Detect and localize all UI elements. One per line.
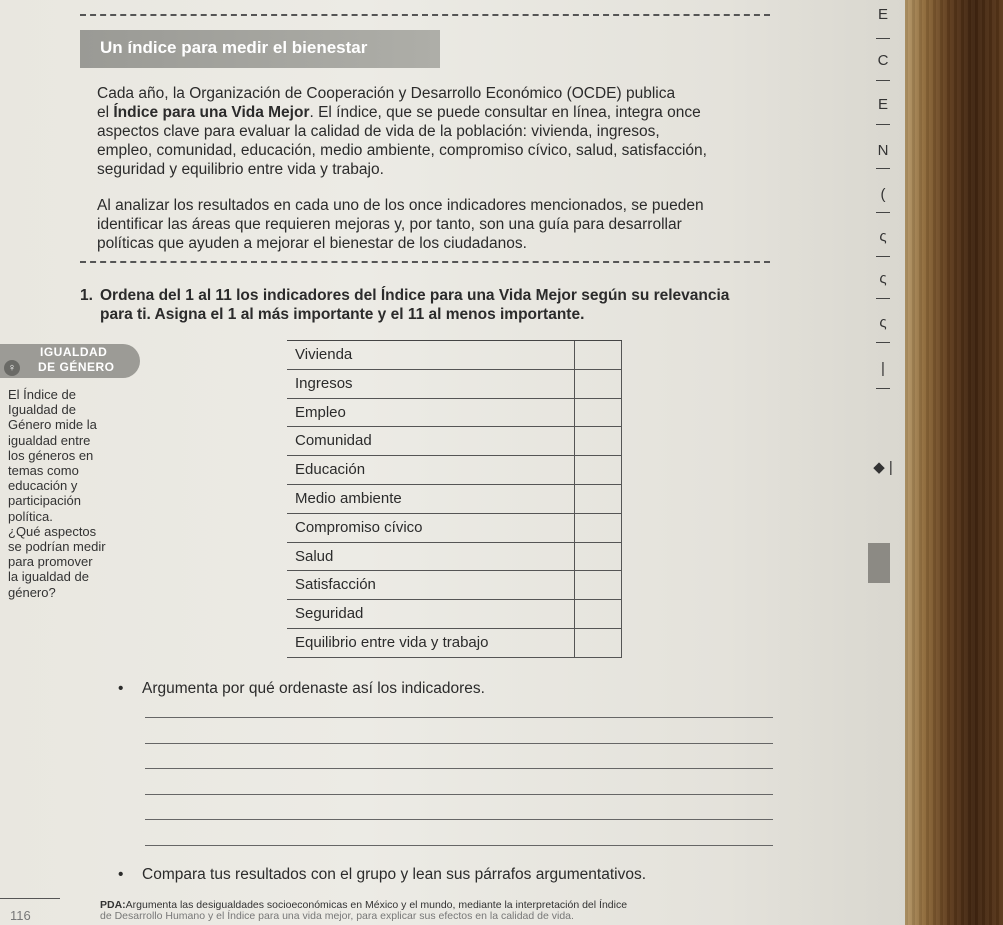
margin-letter: E (877, 96, 888, 113)
intro-line: aspectos clave para evaluar la calidad de vida de la población: vivienda, ingresos, (97, 123, 660, 140)
sidebar-line: Igualdad de (8, 402, 76, 418)
analysis-line: identificar las áreas que requieren mejoras y, por tanto, son una guía para desarrollar (97, 216, 682, 233)
compare-prompt (118, 866, 646, 884)
bullet-icon: • (118, 866, 124, 883)
question-text: Ordena del 1 al 11 los indicadores del Índice para una Vida Mejor según su relevancia (100, 287, 730, 304)
margin-dash (876, 256, 890, 257)
margin-dash (876, 168, 890, 169)
intro-paragraph (97, 84, 777, 179)
margin-letter: ς (879, 228, 887, 245)
margin-dash (876, 342, 890, 343)
section-divider (80, 261, 770, 263)
sidebar-line: Género mide la (8, 417, 97, 433)
margin-letter: E (877, 6, 888, 23)
sidebar-line: género? (8, 584, 56, 600)
sidebar-note (8, 387, 138, 600)
margin-dash (876, 298, 890, 299)
indicator-label: Vivienda (295, 346, 353, 363)
sidebar-line: participación (8, 493, 81, 509)
footer-divider (0, 898, 60, 899)
page-number: 116 (10, 908, 31, 923)
sidebar-line: El Índice de (8, 387, 76, 402)
argument-text: Argumenta por qué ordenaste así los indicadores. (142, 680, 485, 697)
sidebar-line: política. (8, 508, 53, 524)
analysis-line: Al analizar los resultados en cada uno de los once indicadores mencionados, se pueden (97, 197, 704, 214)
page-title: Un índice para medir el bienestar (100, 38, 368, 57)
margin-letter: ς (879, 314, 887, 331)
rank-input-cell[interactable] (574, 600, 621, 628)
rank-input-cell[interactable] (574, 399, 621, 427)
ranking-table (287, 340, 622, 658)
table-row (287, 514, 622, 543)
rank-input-cell[interactable] (574, 370, 621, 398)
margin-graphic (868, 543, 890, 583)
sidebar-line: la igualdad de (8, 569, 89, 585)
rank-input-cell[interactable] (574, 485, 621, 513)
sidebar-line: ¿Qué aspectos (8, 523, 97, 539)
compare-text: Compara tus resultados con el grupo y lean sus párrafos argumentativos. (142, 866, 647, 883)
margin-letter: ς (879, 270, 887, 287)
index-name-bold: Índice para una Vida Mejor (113, 104, 310, 121)
pda-label: PDA: (100, 899, 126, 911)
sidebar-line: temas como (8, 463, 79, 479)
table-row (287, 370, 622, 399)
top-divider (80, 14, 770, 16)
question-text: para ti. Asigna el 1 al más importante y el 11 al menos importante. (100, 306, 585, 323)
rank-input-cell[interactable] (574, 543, 621, 571)
footer-line: de Desarrollo Humano y el Índice para una vida mejor, para explicar sus efectos en la calidad de vida. (100, 910, 574, 922)
argument-prompt (118, 680, 485, 698)
intro-line: empleo, comunidad, educación, medio ambiente, compromiso cívico, salud, satisfacción, (97, 142, 707, 159)
sidebar-line: igualdad entre (8, 432, 91, 448)
intro-line: Cada año, la Organización de Cooperación y Desarrollo Económico (OCDE) publica (97, 85, 676, 102)
indicator-label: Compromiso cívico (295, 518, 423, 536)
answer-line[interactable] (145, 743, 773, 744)
table-row (287, 456, 622, 485)
indicator-label: Salud (295, 547, 334, 565)
rank-input-cell[interactable] (574, 514, 621, 542)
intro-line: seguridad y equilibrio entre vida y trabajo. (97, 161, 384, 178)
table-row (287, 571, 622, 600)
indicator-label: Seguridad (295, 605, 364, 623)
adjacent-page-margin (868, 0, 898, 925)
activity-question (80, 286, 780, 324)
rank-input-cell[interactable] (574, 629, 621, 657)
rank-input-cell[interactable] (574, 456, 621, 484)
rank-input-cell[interactable] (574, 427, 621, 455)
margin-dash (876, 212, 890, 213)
tag-line: IGUALDAD (40, 345, 108, 359)
margin-dash (876, 80, 890, 81)
answer-line[interactable] (145, 794, 773, 795)
sidebar-line: los géneros en (8, 447, 94, 463)
intro-line: el Índice para una Vida Mejor. El índice, que se puede consultar en línea, integra once (97, 104, 701, 121)
footer-note (100, 900, 740, 922)
margin-letter: | (881, 360, 885, 377)
table-row (287, 341, 622, 370)
tag-line: DE GÉNERO (38, 360, 115, 374)
table-row (287, 399, 622, 428)
margin-letter: N (877, 142, 889, 159)
sidebar-line: para promover (8, 554, 93, 570)
gender-icon: ♀ (4, 360, 20, 376)
margin-letter: ◆ | (873, 459, 893, 476)
bullet-icon: • (118, 680, 124, 697)
rank-input-cell[interactable] (574, 571, 621, 599)
wooden-table-surface (905, 0, 1003, 925)
answer-line[interactable] (145, 768, 773, 769)
indicator-label: Satisfacción (295, 576, 376, 594)
indicator-label: Equilibrio entre vida y trabajo (295, 633, 489, 651)
margin-letter: C (877, 52, 889, 69)
analysis-line: políticas que ayuden a mejorar el bienestar de los ciudadanos. (97, 235, 527, 252)
answer-line[interactable] (145, 845, 773, 846)
indicator-label: Ingresos (295, 374, 353, 392)
margin-letter: ( (880, 186, 886, 203)
table-border (621, 341, 622, 658)
margin-dash (876, 388, 890, 389)
margin-dash (876, 124, 890, 125)
title-banner (80, 30, 440, 68)
analysis-paragraph (97, 196, 777, 253)
indicator-label: Comunidad (295, 432, 372, 450)
table-row (287, 485, 622, 514)
table-row (287, 427, 622, 456)
indicator-label: Educación (295, 461, 366, 479)
sidebar-line: se podrían medir (8, 539, 106, 555)
footer-line: Argumenta las desigualdades socioeconómicas en México y el mundo, mediante la interpretación del Índice (125, 899, 628, 911)
table-row (287, 600, 622, 629)
table-row (287, 629, 622, 658)
indicator-label: Medio ambiente (295, 489, 402, 507)
answer-line[interactable] (145, 819, 773, 820)
table-row (287, 543, 622, 572)
question-number: 1. (80, 287, 93, 304)
answer-line[interactable] (145, 717, 773, 718)
sidebar-line: educación y (8, 478, 78, 494)
gender-equality-tag (0, 340, 140, 378)
rank-input-cell[interactable] (574, 341, 621, 369)
indicator-label: Empleo (295, 403, 346, 421)
margin-dash (876, 38, 890, 39)
